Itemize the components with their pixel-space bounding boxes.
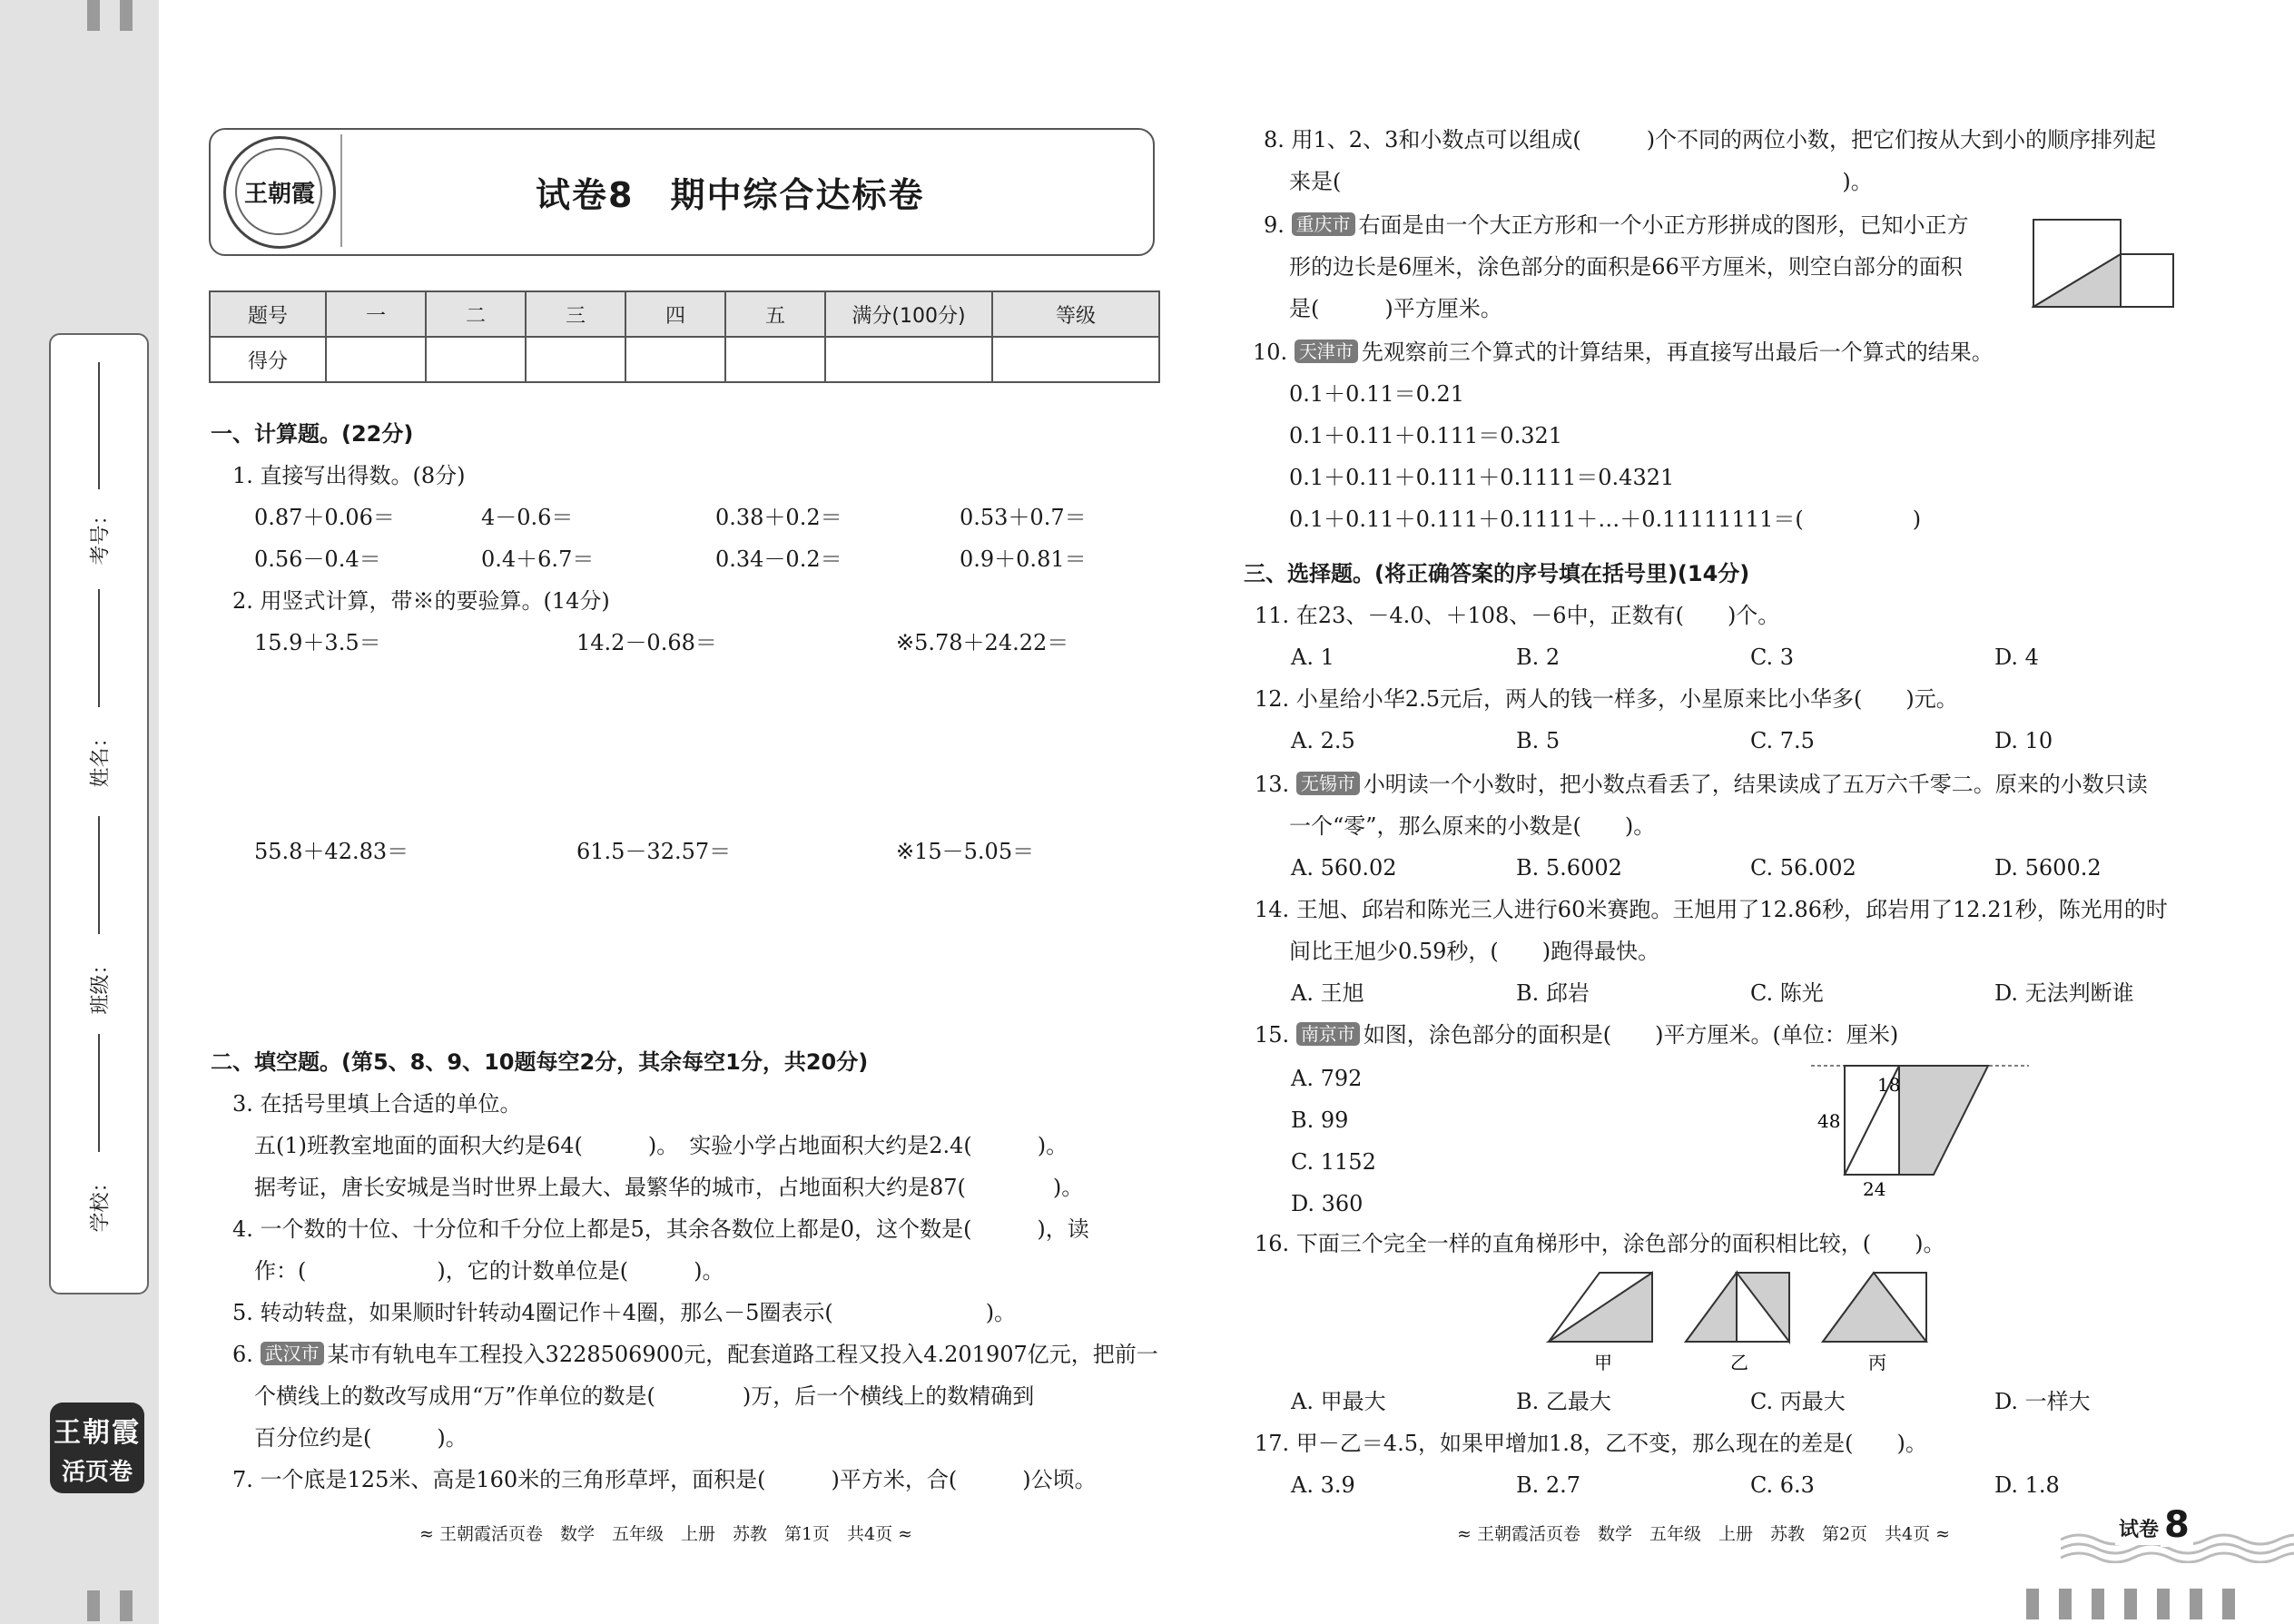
student-info-box: [49, 333, 149, 1294]
score-cell: 四: [625, 291, 725, 337]
question-6-line-c: 百分位约是( )。: [254, 1425, 468, 1451]
question-8-line-a: 8. 用1、2、3和小数点可以组成( )个不同的两位小数，把它们按从大到小的顺序排列起: [1264, 127, 2157, 153]
field-line: [98, 816, 100, 934]
calc-item: 0.4＋6.7＝: [481, 546, 595, 572]
question-6-line-b: 个横线上的数改写成用“万”作单位的数是( )万，后一个横线上的数精确到: [254, 1383, 1035, 1409]
option-b: B. 5.6002: [1516, 855, 1622, 881]
question-4-line-b: 作：( )，它的计数单位是( )。: [254, 1258, 724, 1284]
question-10-text: 先观察前三个算式的计算结果，再直接写出最后一个算式的结果。: [1361, 340, 1994, 365]
bottom-bars-right: [2026, 1589, 2235, 1619]
option-c: C. 6.3: [1750, 1472, 1815, 1498]
q15-label-18: 18: [1877, 1074, 1901, 1096]
option-a: A. 560.02: [1291, 855, 1397, 881]
question-1: 1. 直接写出得数。(8分): [232, 463, 466, 488]
option-a: A. 王旭: [1291, 980, 1364, 1006]
question-7: 7. 一个底是125米、高是160米的三角形草坪，面积是( )平方米，合( )公顷。: [232, 1467, 1097, 1492]
question-15-line-a: [1255, 1020, 1898, 1049]
score-input[interactable]: [992, 337, 1159, 382]
option-b: B. 乙最大: [1516, 1389, 1611, 1414]
calc-item: 0.9＋0.81＝: [960, 546, 1087, 572]
calc-item: 4－0.6＝: [481, 505, 574, 530]
option-b: B. 99: [1291, 1107, 1349, 1133]
option-a: A. 1: [1291, 645, 1334, 670]
region-tag: 重庆市: [1292, 212, 1355, 236]
vertical-calc-item: ※5.78＋24.22＝: [896, 630, 1069, 655]
score-cell: 二: [426, 291, 526, 337]
publisher-badge: [50, 1403, 144, 1493]
footer-right: ≈ 王朝霞活页卷 数学 五年级 上册 苏教 第2页 共4页 ≈: [1457, 1524, 1951, 1544]
bottom-bars-left: [87, 1590, 133, 1621]
q10-expression: 0.1＋0.11＋0.111＝0.321: [1289, 423, 1563, 448]
vertical-calc-item: 15.9＋3.5＝: [254, 630, 381, 655]
question-6-line-a: [232, 1340, 1158, 1369]
question-12: 12. 小星给小华2.5元后，两人的钱一样多，小星原来比小华多( )元。: [1255, 686, 1958, 712]
calc-item: 0.56－0.4＝: [254, 546, 381, 572]
question-2: 2. 用竖式计算，带※的要验算。(14分): [232, 588, 610, 614]
score-cell: 等级: [992, 291, 1159, 337]
question-9-line-a: [1264, 211, 1969, 240]
vertical-calc-item: 61.5－32.57＝: [576, 839, 732, 864]
question-10-line-a: [1253, 338, 1994, 367]
option-a: A. 2.5: [1291, 728, 1355, 753]
field-school: 学校：: [89, 1172, 113, 1233]
option-c: C. 56.002: [1750, 855, 1856, 881]
option-b: B. 2: [1516, 645, 1561, 670]
top-bars: [87, 0, 133, 31]
question-10-number: 10.: [1253, 340, 1288, 365]
option-c: C. 3: [1750, 645, 1795, 670]
question-6-text: 某市有轨电车工程投入3228506900元，配套道路工程又投入4.201907亿元，把前一: [327, 1342, 1158, 1367]
question-11: 11. 在23、－4.0、＋108、－6中，正数有( )个。: [1255, 603, 1780, 628]
section-1-heading: 一、计算题。(22分): [211, 421, 414, 447]
option-d: D. 无法判断谁: [1994, 980, 2134, 1006]
q15-label-24: 24: [1863, 1178, 1886, 1200]
field-line: [98, 1034, 100, 1152]
region-tag: 武汉市: [261, 1342, 324, 1365]
question-16: 16. 下面三个完全一样的直角梯形中，涂色部分的面积相比较，( )。: [1255, 1231, 1945, 1256]
label-jia: 甲: [1594, 1352, 1612, 1373]
region-tag: 无锡市: [1296, 772, 1360, 795]
question-17: 17. 甲－乙＝4.5，如果甲增加1.8，乙不变，那么现在的差是( )。: [1255, 1431, 1927, 1456]
seal-text: 王朝霞: [243, 181, 315, 208]
question-3-line-b: 据考证，唐长安城是当时世界上最大、最繁华的城市，占地面积大约是87( )。: [254, 1175, 1084, 1200]
option-a: A. 甲最大: [1291, 1389, 1386, 1414]
field-name: 姓名：: [89, 727, 113, 788]
score-value-row: [210, 337, 1159, 382]
question-8-line-b: 来是( )。: [1289, 169, 1873, 194]
score-header-row: [210, 291, 1159, 337]
question-9-line-c: 是( )平方厘米。: [1289, 296, 1502, 321]
score-cell: 满分(100分): [825, 291, 992, 337]
calc-item: 0.38＋0.2＝: [715, 505, 842, 530]
question-3-line-a: 五(1)班教室地面的面积大约是64( )。 实验小学占地面积大约是2.4( )。: [254, 1133, 1068, 1158]
question-5: 5. 转动转盘，如果顺时针转动4圈记作＋4圈，那么－5圈表示( )。: [232, 1300, 1017, 1325]
vertical-calc-item: 14.2－0.68＝: [576, 630, 717, 655]
calc-item: 0.53＋0.7＝: [960, 505, 1087, 530]
score-cell: 题号: [210, 291, 326, 337]
option-c: C. 丙最大: [1750, 1389, 1846, 1414]
badge-line1: 王朝霞: [54, 1417, 141, 1449]
vertical-calc-item: ※15－5.05＝: [896, 839, 1035, 864]
question-9-text: 右面是由一个大正方形和一个小正方形拼成的图形，已知小正方: [1358, 212, 1969, 238]
q10-expression: 0.1＋0.11＋0.111＋0.1111＝0.4321: [1289, 465, 1675, 490]
corner-label: 试卷: [2115, 1516, 2162, 1545]
label-yi: 乙: [1730, 1352, 1748, 1373]
badge-line2: 活页卷: [61, 1459, 133, 1486]
region-tag: 天津市: [1295, 340, 1358, 363]
score-table: [209, 290, 1160, 383]
option-c: C. 陈光: [1750, 980, 1824, 1006]
option-a: A. 3.9: [1291, 1472, 1355, 1498]
corner-number: 8: [2161, 1503, 2193, 1547]
footer-left: ≈ 王朝霞活页卷 数学 五年级 上册 苏教 第1页 共4页 ≈: [419, 1524, 913, 1544]
option-d: D. 10: [1994, 728, 2053, 753]
score-input[interactable]: [625, 337, 725, 382]
option-b: B. 2.7: [1516, 1472, 1581, 1498]
option-d: D. 5600.2: [1994, 855, 2102, 881]
field-class: 班级：: [89, 954, 113, 1015]
option-a: A. 792: [1291, 1066, 1363, 1091]
section-3-heading: 三、选择题。(将正确答案的序号填在括号里)(14分): [1244, 561, 1750, 586]
vertical-calc-item: 55.8＋42.83＝: [254, 839, 409, 864]
question-15-text: 如图，涂色部分的面积是( )平方厘米。(单位：厘米): [1363, 1022, 1899, 1048]
field-exam-number: 考号：: [89, 505, 113, 566]
q16-trapezoid-figure: [1543, 1267, 1943, 1374]
question-13-line-b: 一个“零”，那么原来的小数是( )。: [1289, 813, 1656, 839]
question-13-number: 13.: [1255, 772, 1290, 797]
page-title: 试卷8 期中综合达标卷: [536, 175, 925, 215]
q15-label-48: 48: [1817, 1110, 1841, 1132]
score-input[interactable]: [526, 337, 625, 382]
question-9-number: 9.: [1264, 212, 1285, 238]
score-input[interactable]: [825, 337, 992, 382]
label-bing: 丙: [1868, 1352, 1886, 1373]
score-input[interactable]: [426, 337, 526, 382]
question-15-number: 15.: [1255, 1022, 1290, 1048]
question-14-line-a: 14. 王旭、邱岩和陈光三人进行60米赛跑。王旭用了12.86秒，邱岩用了12.21秒，陈光用的时: [1255, 897, 2168, 922]
region-tag: 南京市: [1296, 1022, 1360, 1046]
question-3: 3. 在括号里填上合适的单位。: [232, 1091, 522, 1117]
q9-square-figure: [2032, 218, 2177, 310]
option-b: B. 邱岩: [1516, 980, 1590, 1006]
score-input[interactable]: [326, 337, 426, 382]
score-cell: 五: [725, 291, 825, 337]
score-cell: 得分: [210, 337, 326, 382]
q10-expression: 0.1＋0.11＝0.21: [1289, 381, 1465, 407]
seal-divider: [340, 134, 342, 247]
calc-item: 0.87＋0.06＝: [254, 505, 395, 530]
option-d: D. 一样大: [1994, 1389, 2091, 1414]
question-6-number: 6.: [232, 1342, 253, 1367]
field-line: [98, 362, 100, 489]
score-cell: 三: [526, 291, 625, 337]
option-d: D. 360: [1291, 1191, 1364, 1216]
option-c: C. 7.5: [1750, 728, 1815, 753]
question-14-line-b: 间比王旭少0.59秒，( )跑得最快。: [1289, 939, 1660, 964]
q15-parallelogram-figure: [1807, 1057, 2033, 1202]
score-cell: 一: [326, 291, 426, 337]
question-4-line-a: 4. 一个数的十位、十分位和千分位上都是5，其余各数位上都是0，这个数是( )，读: [232, 1216, 1089, 1242]
q10-expression: 0.1＋0.11＋0.111＋0.1111＋…＋0.11111111＝( ): [1289, 507, 1922, 532]
question-13-line-a: [1255, 770, 2148, 799]
score-input[interactable]: [725, 337, 825, 382]
question-9-line-b: 形的边长是6厘米，涂色部分的面积是66平方厘米，则空白部分的面积: [1289, 254, 1963, 280]
section-2-heading: 二、填空题。(第5、8、9、10题每空2分，其余每空1分，共20分): [211, 1049, 869, 1075]
option-d: D. 1.8: [1994, 1472, 2060, 1498]
publisher-seal: [223, 136, 336, 249]
option-d: D. 4: [1994, 645, 2039, 670]
calc-item: 0.34－0.2＝: [715, 546, 842, 572]
option-b: B. 5: [1516, 728, 1561, 753]
question-13-text: 小明读一个小数时，把小数点看丢了，结果读成了五万六千零二。原来的小数只读: [1363, 772, 2148, 797]
option-c: C. 1152: [1291, 1149, 1376, 1175]
field-line: [98, 589, 100, 707]
